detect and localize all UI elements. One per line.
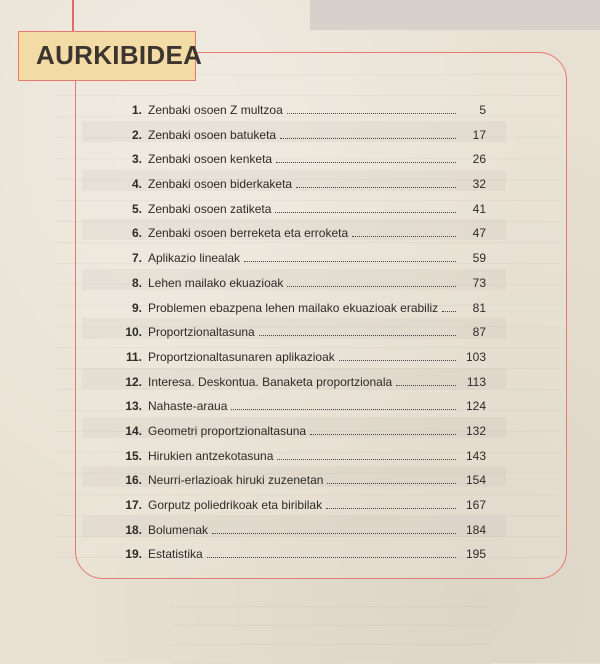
toc-entry-page: 26: [472, 152, 486, 167]
dot-leader: [244, 261, 456, 262]
dot-leader: [327, 483, 456, 484]
toc-entry-title: Zenbaki osoen biderkaketa: [148, 177, 293, 192]
toc-entry-title: Hirukien antzekotasuna: [148, 448, 274, 463]
toc-entry-page: 167: [465, 498, 486, 512]
toc-entry-title: Zenbaki osoen Z multzoa: [148, 103, 283, 117]
dot-leader: [310, 434, 456, 435]
dot-leader: [259, 335, 456, 336]
toc-entry-number: 16.: [125, 473, 142, 488]
toc-entry-number: 4.: [131, 177, 142, 192]
toc-entry-number: 9.: [131, 300, 142, 315]
toc-entry-page: 47: [472, 226, 486, 241]
toc-entry: [112, 145, 486, 166]
toc-entry: [112, 269, 486, 290]
toc-entry: [112, 466, 486, 487]
dot-leader: [396, 385, 456, 386]
toc-entry-page: 41: [472, 201, 486, 216]
toc-entry-page: 32: [472, 177, 486, 192]
toc-entry: [112, 516, 486, 537]
toc-entry: [112, 343, 486, 364]
dot-leader: [275, 212, 456, 213]
toc-entry-page: 73: [472, 275, 486, 290]
toc-entry-title: Nahaste-araua: [148, 399, 228, 414]
toc-entry-page: 87: [472, 325, 486, 340]
page-title: AURKIBIDEA: [36, 40, 203, 70]
toc-entry-number: 11.: [125, 349, 142, 364]
toc-entry-page: 113: [466, 374, 486, 389]
toc-entry-page: 17: [472, 127, 486, 142]
toc-entry-page: 154: [465, 473, 486, 488]
toc-entry: [112, 170, 486, 191]
toc-entry-title: Proportzionaltasunaren aplikazioak: [148, 349, 335, 364]
toc-list: [112, 96, 486, 565]
toc-entry-page: 103: [465, 349, 486, 364]
toc-entry: [112, 219, 486, 240]
toc-entry: [112, 491, 486, 512]
toc-entry-title: Interesa. Deskontua. Banaketa proportzionala: [148, 374, 393, 389]
toc-entry: [112, 442, 486, 463]
toc-entry-number: 19.: [125, 547, 142, 562]
toc-entry: [112, 195, 486, 216]
toc-entry: [112, 121, 486, 142]
dot-leader: [296, 187, 456, 188]
toc-entry-page: 195: [465, 547, 486, 562]
dot-leader: [212, 533, 456, 534]
toc-entry-number: 13.: [125, 399, 142, 414]
toc-entry-title: Aplikazio linealak: [148, 251, 241, 266]
toc-entry-page: 59: [472, 251, 486, 266]
toc-entry-number: 5.: [131, 201, 142, 216]
dot-leader: [277, 459, 456, 460]
toc-entry-number: 7.: [131, 251, 142, 266]
toc-entry-number: 10.: [125, 325, 142, 340]
bottom-show-through: [170, 588, 490, 664]
toc-entry-title: Neurri-erlazioak hiruki zuzenetan: [148, 473, 324, 488]
toc-entry-title: Zenbaki osoen zatiketa: [148, 201, 272, 216]
dot-leader: [352, 236, 456, 237]
toc-entry-title: Zenbaki osoen berreketa eta erroketa: [148, 226, 349, 241]
toc-entry-number: 15.: [125, 448, 142, 463]
toc-entry: [112, 540, 486, 561]
toc-entry-number: 14.: [125, 423, 142, 438]
dot-leader: [339, 360, 456, 361]
toc-entry-title: Problemen ebazpena lehen mailako ekuazioak erabiliz: [148, 300, 439, 315]
dot-leader: [280, 138, 456, 139]
toc-entry-page: 81: [472, 300, 486, 315]
dot-leader: [326, 508, 456, 509]
toc-entry-title: Proportzionaltasuna: [148, 325, 255, 340]
toc-entry: [112, 96, 486, 117]
toc-entry-page: 184: [465, 522, 486, 537]
toc-entry-number: 17.: [125, 498, 142, 512]
toc-entry: [112, 368, 486, 389]
toc-entry-title: Gorputz poliedrikoak eta biribilak: [148, 498, 323, 512]
toc-entry-number: 1.: [131, 103, 142, 117]
dot-leader: [276, 162, 456, 163]
toc-entry-page: 132: [465, 423, 486, 438]
toc-entry-title: Geometri proportzionaltasuna: [148, 423, 307, 438]
toc-entry: [112, 392, 486, 413]
toc-entry: [112, 244, 486, 265]
dot-leader: [287, 113, 456, 114]
dot-leader: [442, 311, 456, 312]
toc-entry: [112, 417, 486, 438]
toc-entry-title: Lehen mailako ekuazioak: [148, 275, 284, 290]
toc-entry-number: 18.: [125, 522, 142, 537]
dot-leader: [207, 557, 456, 558]
toc-entry-number: 2.: [131, 127, 142, 142]
toc-entry-number: 8.: [131, 275, 142, 290]
top-header-band: [310, 0, 600, 30]
toc-entry-number: 3.: [131, 152, 142, 167]
toc-entry-number: 6.: [131, 226, 142, 241]
toc-entry: [112, 294, 486, 315]
toc-entry-title: Zenbaki osoen batuketa: [148, 127, 277, 142]
toc-entry: [112, 318, 486, 339]
toc-entry-page: 124: [465, 399, 486, 414]
toc-entry-number: 12.: [125, 374, 142, 389]
toc-entry-title: Estatistika: [148, 547, 203, 562]
toc-entry-page: 143: [465, 448, 486, 463]
toc-entry-title: Bolumenak: [148, 522, 209, 537]
dot-leader: [287, 286, 456, 287]
dot-leader: [231, 409, 456, 410]
toc-entry-title: Zenbaki osoen kenketa: [148, 152, 273, 167]
toc-entry-page: 5: [479, 103, 486, 117]
